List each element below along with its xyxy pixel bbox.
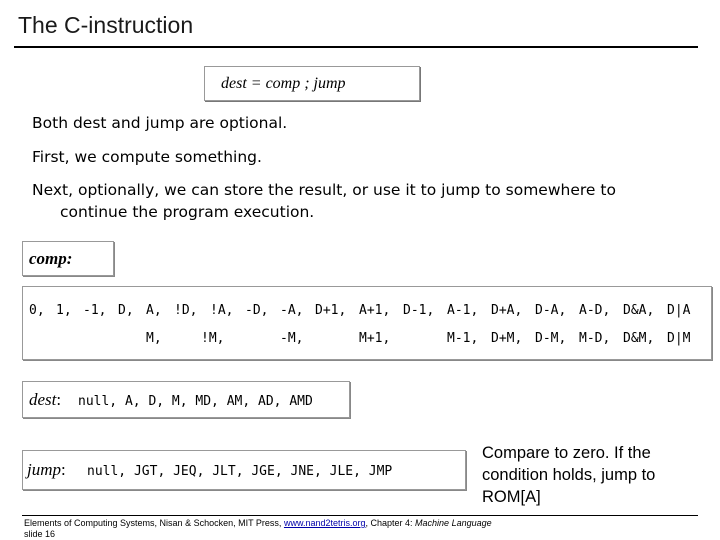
comp-row-1 (23, 303, 713, 321)
comp-label-box (22, 241, 114, 276)
dest-values: null, A, D, M, MD, AM, AD, AMD (78, 394, 313, 409)
compare-note (482, 442, 712, 508)
dest-box (22, 381, 350, 418)
comp-value: D&A, (623, 303, 655, 318)
comp-value: D|A (667, 303, 691, 318)
comp-label: comp: (29, 249, 73, 268)
footer-link[interactable]: www.nand2tetris.org (283, 518, 366, 528)
comp-row-2 (23, 331, 713, 349)
comp-value: A-D, (579, 303, 611, 318)
comp-value: D-M, (535, 331, 567, 346)
text-line-optional: Both dest and jump are optional. (32, 114, 288, 132)
footer-prefix: Elements of Computing Systems, Nisan & Schocken, MIT Press, (24, 518, 282, 528)
comp-value: A-1, (447, 303, 479, 318)
compare-note-line: condition holds, jump to (482, 466, 656, 484)
jump-label: jump: (27, 460, 66, 479)
comp-value: -M, (280, 331, 304, 346)
title-divider (14, 46, 698, 48)
jump-values: null, JGT, JEQ, JLT, JGE, JNE, JLE, JMP (87, 464, 393, 479)
comp-value: D&M, (623, 331, 655, 346)
comp-value: M-1, (447, 331, 479, 346)
comp-value: D-A, (535, 303, 567, 318)
comp-value: A, (146, 303, 162, 318)
comp-value: D, (118, 303, 134, 318)
footer-divider (22, 515, 698, 516)
footer-mid: , Chapter 4: (365, 518, 413, 528)
footer-chapter: Machine Language (415, 518, 492, 528)
comp-value: D+A, (491, 303, 523, 318)
jump-box (22, 450, 466, 490)
dest-label: dest: (29, 390, 62, 409)
syntax-box: dest = comp ; jump (204, 66, 420, 101)
slide-title: The C-instruction (18, 12, 194, 38)
comp-values-box (22, 286, 712, 360)
text-line-continue: continue the program execution. (60, 203, 315, 221)
comp-value: !A, (210, 303, 234, 318)
compare-note-line: Compare to zero. If the (482, 444, 651, 462)
comp-value: M, (146, 331, 162, 346)
comp-value: A+1, (359, 303, 391, 318)
comp-value: -D, (245, 303, 269, 318)
comp-value: !D, (174, 303, 198, 318)
comp-value: M-D, (579, 331, 611, 346)
comp-value: -1, (83, 303, 107, 318)
comp-value: 0, (29, 303, 45, 318)
comp-value: M+1, (359, 331, 391, 346)
footer-citation (24, 518, 492, 529)
text-line-compute: First, we compute something. (32, 148, 262, 166)
text-line-store: Next, optionally, we can store the result, or use it to jump to somewhere to (32, 181, 616, 199)
footer (24, 518, 492, 540)
comp-value: -A, (280, 303, 304, 318)
footer-slide-number: slide 16 (24, 529, 56, 539)
compare-note-line: ROM[A] (482, 488, 541, 506)
comp-value: !M, (201, 331, 225, 346)
comp-value: D+1, (315, 303, 347, 318)
comp-value: D+M, (491, 331, 523, 346)
comp-value: D-1, (403, 303, 435, 318)
comp-value: 1, (56, 303, 72, 318)
comp-value: D|M (667, 331, 691, 346)
